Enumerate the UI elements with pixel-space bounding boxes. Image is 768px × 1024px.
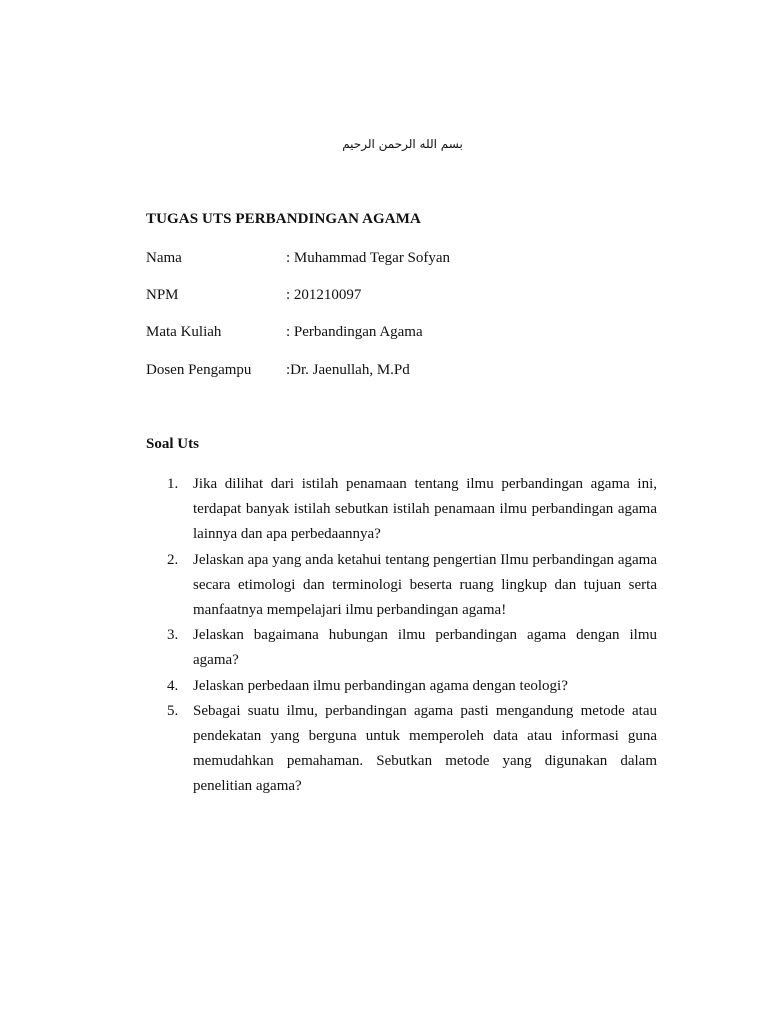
info-label: NPM <box>146 287 179 303</box>
info-label: Mata Kuliah <box>146 324 222 340</box>
question-item <box>167 674 657 699</box>
info-label: Nama <box>146 250 182 266</box>
section-heading: Soal Uts <box>146 436 199 452</box>
question-number: 1. <box>167 476 179 492</box>
question-list <box>167 472 657 800</box>
question-number: 3. <box>167 627 179 644</box>
question-text: Jika dilihat dari istilah penamaan tentang ilmu perbandingan agama ini, terdapat banyak istilah sebutkan istilah penamaan ilmu perbandingan agama lainnya dan apa perbedaannya? <box>193 476 657 543</box>
question-item <box>167 623 657 673</box>
question-item <box>167 699 657 800</box>
question-text: Jelaskan bagaimana hubungan ilmu perbandingan agama dengan ilmu agama? <box>193 627 657 669</box>
question-item <box>167 548 657 624</box>
document-title: TUGAS UTS PERBANDINGAN AGAMA <box>146 211 421 227</box>
info-label: Dosen Pengampu <box>146 362 252 378</box>
info-value: : 201210097 <box>286 287 362 303</box>
info-value: : Perbandingan Agama <box>286 324 423 340</box>
question-number: 5. <box>167 702 179 719</box>
question-item <box>167 472 657 548</box>
question-text: Jelaskan apa yang anda ketahui tentang pengertian Ilmu perbandingan agama secara etimologi dan terminologi beserta ruang lingkup dan tujuan serta manfaatnya mempelajari ilmu perbandingan agama! <box>193 551 657 619</box>
question-text: Sebagai suatu ilmu, perbandingan agama pasti mengandung metode atau pendekatan yang berguna untuk memperoleh data atau informasi guna memudahkan pemahaman. Sebutkan metode yang digunakan dalam penelitian agama? <box>193 702 657 795</box>
info-value: : Muhammad Tegar Sofyan <box>286 250 451 266</box>
question-text: Jelaskan perbedaan ilmu perbandingan agama dengan teologi? <box>193 677 568 694</box>
question-number: 2. <box>167 551 179 568</box>
question-number: 4. <box>167 677 179 694</box>
info-value: :Dr. Jaenullah, M.Pd <box>286 362 410 378</box>
basmala-heading: بسم الله الرحمن الرحيم <box>342 137 463 151</box>
